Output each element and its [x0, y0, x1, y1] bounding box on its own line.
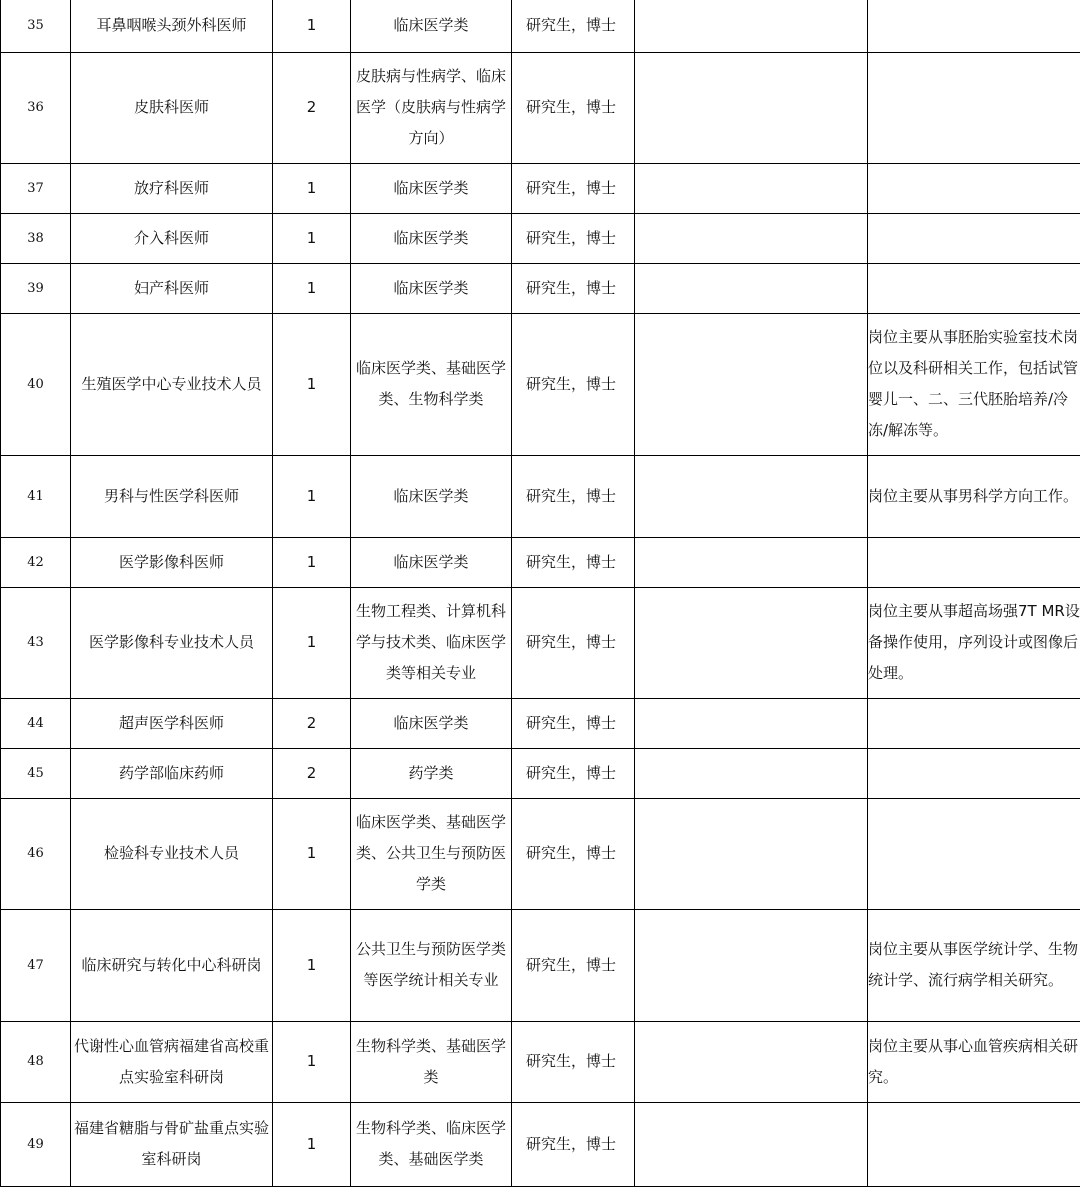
headcount-cell: 1 [273, 587, 351, 698]
major-requirement-cell: 生物科学类、基础医学类 [351, 1021, 512, 1102]
table-row [1, 1102, 1080, 1186]
remarks-cell [868, 798, 1080, 909]
major-requirement-cell: 临床医学类 [351, 163, 512, 213]
other-requirement-cell [635, 213, 868, 263]
education-cell: 研究生，博士 [512, 163, 635, 213]
row-number-cell: 46 [1, 798, 71, 909]
education-cell: 研究生，博士 [512, 52, 635, 163]
row-number-cell: 45 [1, 748, 71, 798]
row-number-cell: 43 [1, 587, 71, 698]
major-requirement-cell: 皮肤病与性病学、临床医学（皮肤病与性病学方向） [351, 52, 512, 163]
education-cell: 研究生，博士 [512, 213, 635, 263]
row-number-cell: 41 [1, 455, 71, 537]
remarks-cell: 岗位主要从事男科学方向工作。 [868, 455, 1080, 537]
row-number-cell: 42 [1, 537, 71, 587]
major-requirement-cell: 临床医学类 [351, 0, 512, 52]
position-name-cell: 妇产科医师 [71, 263, 273, 313]
remarks-cell [868, 0, 1080, 52]
education-cell: 研究生，博士 [512, 798, 635, 909]
table-row [1, 0, 1080, 52]
remarks-cell [868, 163, 1080, 213]
major-requirement-cell: 临床医学类 [351, 698, 512, 748]
table-row [1, 213, 1080, 263]
headcount-cell: 1 [273, 1021, 351, 1102]
other-requirement-cell [635, 455, 868, 537]
remarks-cell [868, 263, 1080, 313]
position-name-cell: 男科与性医学科医师 [71, 455, 273, 537]
major-requirement-cell: 临床医学类 [351, 455, 512, 537]
remarks-cell: 岗位主要从事医学统计学、生物统计学、流行病学相关研究。 [868, 909, 1080, 1021]
table-row [1, 587, 1080, 698]
major-requirement-cell: 公共卫生与预防医学类等医学统计相关专业 [351, 909, 512, 1021]
major-requirement-cell: 生物科学类、临床医学类、基础医学类 [351, 1102, 512, 1186]
other-requirement-cell [635, 52, 868, 163]
other-requirement-cell [635, 0, 868, 52]
remarks-cell [868, 698, 1080, 748]
row-number-cell: 37 [1, 163, 71, 213]
education-cell: 研究生，博士 [512, 587, 635, 698]
table-row [1, 698, 1080, 748]
major-requirement-cell: 临床医学类 [351, 263, 512, 313]
education-cell: 研究生，博士 [512, 313, 635, 455]
remarks-cell [868, 213, 1080, 263]
table-row [1, 909, 1080, 1021]
position-name-cell: 皮肤科医师 [71, 52, 273, 163]
headcount-cell: 1 [273, 1102, 351, 1186]
major-requirement-cell: 临床医学类、基础医学类、公共卫生与预防医学类 [351, 798, 512, 909]
row-number-cell: 44 [1, 698, 71, 748]
remarks-cell: 岗位主要从事心血管疾病相关研究。 [868, 1021, 1080, 1102]
position-name-cell: 药学部临床药师 [71, 748, 273, 798]
other-requirement-cell [635, 313, 868, 455]
remarks-cell: 岗位主要从事胚胎实验室技术岗位以及科研相关工作，包括试管婴儿一、二、三代胚胎培养/冷冻/解冻等。 [868, 313, 1080, 455]
position-name-cell: 医学影像科专业技术人员 [71, 587, 273, 698]
education-cell: 研究生，博士 [512, 698, 635, 748]
education-cell: 研究生，博士 [512, 263, 635, 313]
other-requirement-cell [635, 748, 868, 798]
table-row [1, 52, 1080, 163]
table-body [1, 0, 1080, 1186]
remarks-cell: 岗位主要从事超高场强7T MR设备操作使用，序列设计或图像后处理。 [868, 587, 1080, 698]
headcount-cell: 1 [273, 313, 351, 455]
row-number-cell: 47 [1, 909, 71, 1021]
position-name-cell: 介入科医师 [71, 213, 273, 263]
education-cell: 研究生，博士 [512, 455, 635, 537]
major-requirement-cell: 临床医学类 [351, 537, 512, 587]
table-row [1, 313, 1080, 455]
table-row [1, 748, 1080, 798]
headcount-cell: 1 [273, 798, 351, 909]
education-cell: 研究生，博士 [512, 1021, 635, 1102]
headcount-cell: 1 [273, 0, 351, 52]
headcount-cell: 2 [273, 698, 351, 748]
other-requirement-cell [635, 263, 868, 313]
major-requirement-cell: 药学类 [351, 748, 512, 798]
education-cell: 研究生，博士 [512, 0, 635, 52]
other-requirement-cell [635, 909, 868, 1021]
major-requirement-cell: 生物工程类、计算机科学与技术类、临床医学类等相关专业 [351, 587, 512, 698]
headcount-cell: 1 [273, 909, 351, 1021]
remarks-cell [868, 748, 1080, 798]
headcount-cell: 2 [273, 748, 351, 798]
major-requirement-cell: 临床医学类、基础医学类、生物科学类 [351, 313, 512, 455]
position-name-cell: 超声医学科医师 [71, 698, 273, 748]
row-number-cell: 40 [1, 313, 71, 455]
other-requirement-cell [635, 1102, 868, 1186]
row-number-cell: 39 [1, 263, 71, 313]
position-name-cell: 放疗科医师 [71, 163, 273, 213]
other-requirement-cell [635, 698, 868, 748]
row-number-cell: 48 [1, 1021, 71, 1102]
table-row [1, 537, 1080, 587]
position-name-cell: 福建省糖脂与骨矿盐重点实验室科研岗 [71, 1102, 273, 1186]
position-name-cell: 检验科专业技术人员 [71, 798, 273, 909]
remarks-cell [868, 537, 1080, 587]
other-requirement-cell [635, 537, 868, 587]
remarks-cell [868, 1102, 1080, 1186]
position-name-cell: 医学影像科医师 [71, 537, 273, 587]
headcount-cell: 1 [273, 263, 351, 313]
headcount-cell: 1 [273, 537, 351, 587]
row-number-cell: 35 [1, 0, 71, 52]
table-row [1, 798, 1080, 909]
position-name-cell: 临床研究与转化中心科研岗 [71, 909, 273, 1021]
table-row [1, 455, 1080, 537]
headcount-cell: 2 [273, 52, 351, 163]
education-cell: 研究生，博士 [512, 537, 635, 587]
education-cell: 研究生，博士 [512, 748, 635, 798]
other-requirement-cell [635, 798, 868, 909]
table-row [1, 163, 1080, 213]
other-requirement-cell [635, 163, 868, 213]
row-number-cell: 36 [1, 52, 71, 163]
row-number-cell: 49 [1, 1102, 71, 1186]
position-name-cell: 生殖医学中心专业技术人员 [71, 313, 273, 455]
other-requirement-cell [635, 1021, 868, 1102]
table-row [1, 1021, 1080, 1102]
education-cell: 研究生，博士 [512, 1102, 635, 1186]
headcount-cell: 1 [273, 163, 351, 213]
row-number-cell: 38 [1, 213, 71, 263]
headcount-cell: 1 [273, 213, 351, 263]
remarks-cell [868, 52, 1080, 163]
position-name-cell: 耳鼻咽喉头颈外科医师 [71, 0, 273, 52]
education-cell: 研究生，博士 [512, 909, 635, 1021]
other-requirement-cell [635, 587, 868, 698]
table-row [1, 263, 1080, 313]
headcount-cell: 1 [273, 455, 351, 537]
position-name-cell: 代谢性心血管病福建省高校重点实验室科研岗 [71, 1021, 273, 1102]
major-requirement-cell: 临床医学类 [351, 213, 512, 263]
